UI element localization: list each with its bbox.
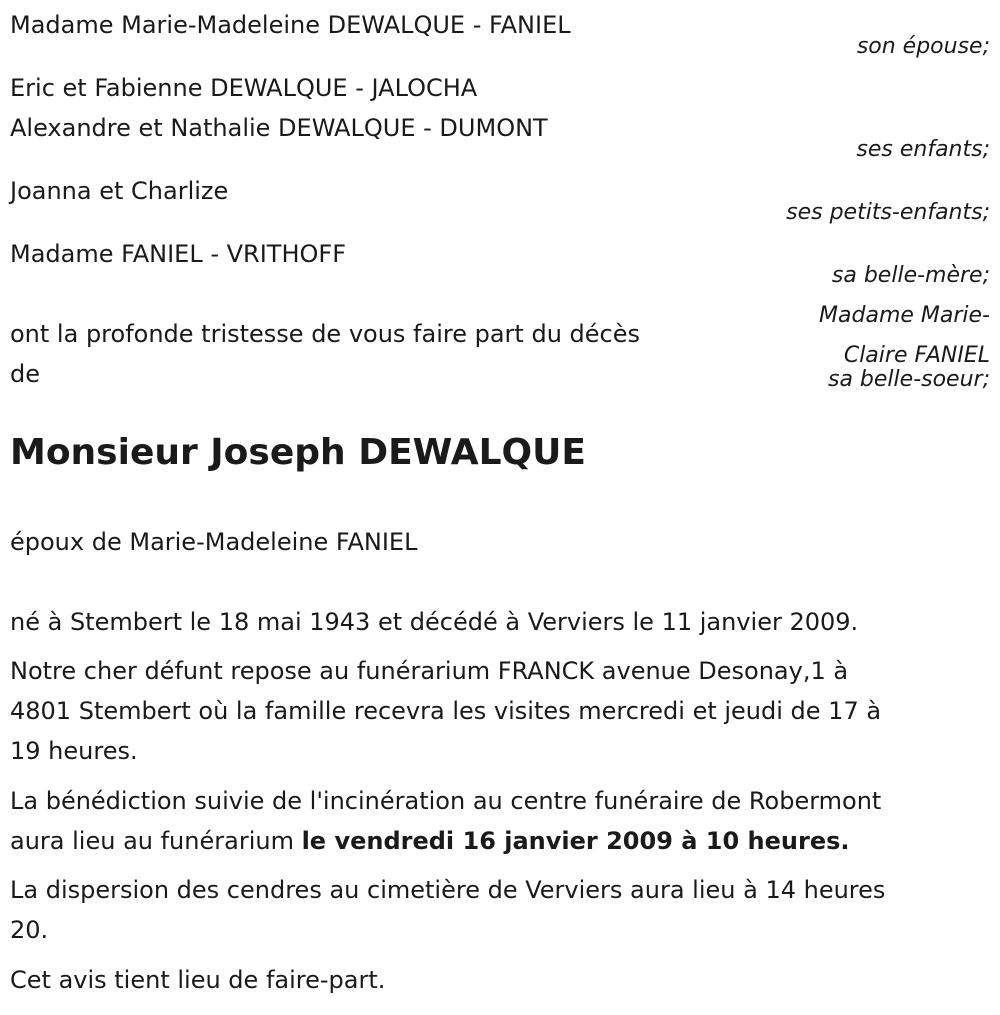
deceased-spouse-of: époux de Marie-Madeleine FANIEL — [10, 528, 418, 556]
ceremony-line2-prefix: aura lieu au funérarium — [10, 827, 302, 855]
announcement-line2: de — [10, 360, 40, 388]
sister-in-law-name-line1: Madame Marie- — [819, 303, 990, 328]
grandchildren-names: Joanna et Charlize — [10, 177, 229, 205]
mother-in-law-name: Madame FANIEL - VRITHOFF — [10, 240, 347, 268]
resting-line2: 4801 Stembert où la famille recevra les visites mercredi et jeudi de 17 à — [10, 697, 882, 725]
mother-in-law-role: sa belle-mère; — [831, 263, 990, 288]
sister-in-law-role: sa belle-soeur; — [828, 367, 990, 392]
announcement-line1: ont la profonde tristesse de vous faire part du décès — [10, 320, 640, 348]
dispersion-line1: La dispersion des cendres au cimetière de Verviers aura lieu à 14 heures — [10, 876, 886, 904]
child-2-name: Alexandre et Nathalie DEWALQUE - DUMONT — [10, 114, 548, 142]
closing-line: Cet avis tient lieu de faire-part. — [10, 966, 386, 994]
resting-line3: 19 heures. — [10, 737, 138, 765]
resting-line1: Notre cher défunt repose au funérarium FRANCK avenue Desonay,1 à — [10, 657, 849, 685]
ceremony-date-time: le vendredi 16 janvier 2009 à 10 heures. — [301, 827, 850, 855]
grandchildren-role: ses petits-enfants; — [786, 200, 990, 225]
sister-in-law-name-line2: Claire FANIEL — [843, 343, 990, 368]
birth-death-line: né à Stembert le 18 mai 1943 et décédé à Verviers le 11 janvier 2009. — [10, 608, 859, 636]
ceremony-line1: La bénédiction suivie de l'incinération au centre funéraire de Robermont — [10, 787, 882, 815]
ceremony-line2 — [10, 821, 850, 861]
dispersion-line2: 20. — [10, 916, 49, 944]
spouse-name: Madame Marie-Madeleine DEWALQUE - FANIEL — [10, 11, 571, 39]
deceased-name: Monsieur Joseph DEWALQUE — [10, 432, 586, 473]
spouse-role: son épouse; — [856, 34, 990, 59]
child-1-name: Eric et Fabienne DEWALQUE - JALOCHA — [10, 74, 478, 102]
children-role: ses enfants; — [856, 137, 990, 162]
